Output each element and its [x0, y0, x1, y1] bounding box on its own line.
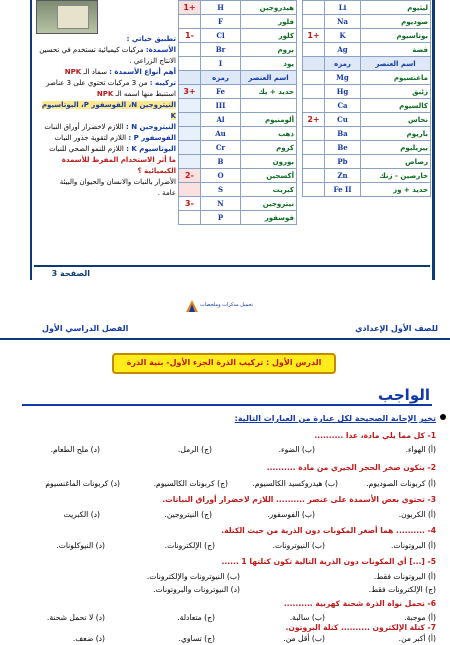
valency-cell	[179, 15, 201, 29]
table-row	[303, 29, 431, 43]
valency-cell	[179, 43, 201, 57]
types-label: أهم أنواع الأسمدة :	[109, 68, 176, 76]
question-3-option-b: (ب) الفوسفور.	[267, 510, 315, 519]
table-row	[303, 127, 431, 141]
element-name: بروم	[241, 43, 297, 57]
fertilizer-bottle-image	[36, 0, 98, 34]
element-name: فوسفور	[241, 211, 297, 225]
table-row	[303, 43, 431, 57]
element-name: نيتروجين	[241, 197, 297, 211]
element-symbol: Cl	[201, 29, 241, 43]
table-row	[179, 43, 297, 57]
table-row	[179, 99, 297, 113]
question-5-option-d: (د) النيوترونات والبروتونات.	[153, 585, 240, 594]
question-3-option-a: (أ) الكربون.	[398, 510, 436, 519]
element-name: خارصين - زنك	[361, 169, 431, 183]
homework-divider	[22, 404, 432, 406]
nitrogen-label: النيتروجين N :	[125, 123, 176, 131]
notes-heading: تطبيق حياتي :	[126, 35, 176, 43]
table-row	[303, 183, 431, 197]
table-row	[179, 85, 297, 99]
question-3-option-c: (ج) النيتروجين.	[164, 510, 212, 519]
question-7-option-c: (ج) تساوي.	[178, 634, 215, 643]
element-name: بيريليوم	[361, 141, 431, 155]
question-4-option-d: (د) النيوكلونات.	[56, 541, 105, 550]
types-text: سماد الـ	[83, 68, 107, 76]
element-symbol: Be	[325, 141, 361, 155]
fertilizer-notes	[36, 34, 176, 199]
valency-cell: 1+	[179, 1, 201, 15]
term-label: الفصل الدراسي الأول	[42, 324, 129, 333]
element-symbol: S	[201, 183, 241, 197]
element-symbol: I	[201, 57, 241, 71]
element-symbol: Fe II	[325, 183, 361, 197]
element-symbol: Zn	[325, 169, 361, 183]
question-7-option-b: (ب) أقل من.	[283, 634, 325, 643]
potassium-role: اللازم للنمو الصحي للنبات	[49, 145, 124, 153]
phosphorus-role: اللازم لتقوية جذور النبات	[54, 134, 127, 142]
page-footer	[34, 265, 430, 281]
element-symbol: Cu	[325, 113, 361, 127]
logo-icon	[186, 300, 198, 312]
element-name: أكسجين	[241, 169, 297, 183]
question-5-stem: 5- [...] أي المكونات دون الذرية التالية تكون كتلتها 1 ......	[221, 557, 436, 566]
element-symbol: Li	[325, 1, 361, 15]
bullet-icon	[440, 414, 446, 420]
question-6-stem: 6- تحمل نواة الذرة شحنة كهربية ..........	[283, 599, 436, 608]
question-3-option-d: (د) الكبريت	[63, 510, 100, 519]
header-name: اسم العنصر	[241, 71, 297, 85]
table-row	[179, 211, 297, 225]
question-4-option-b: (ب) النيوترونات.	[272, 541, 325, 550]
npk-label: NPK	[64, 68, 82, 76]
element-symbol: B	[201, 155, 241, 169]
valency-cell	[179, 57, 201, 71]
element-name: ليثيوم	[361, 1, 431, 15]
table-row	[179, 141, 297, 155]
valency-cell: 2+	[303, 113, 325, 127]
element-symbol: Au	[201, 127, 241, 141]
overuse-answer: الأضرار بالنبات والانسان والحيوان والبيئة	[59, 178, 176, 186]
question-6-option-a: (أ) موجبة.	[404, 613, 436, 622]
table-header-row	[303, 57, 431, 71]
potassium-label: البوتاسيوم K :	[126, 145, 176, 153]
element-name: رصاص	[361, 155, 431, 169]
question-6-option-c: (ج) متعادلة.	[177, 613, 215, 622]
element-symbol: F	[201, 15, 241, 29]
question-1-option-c: (ج) الرمل.	[177, 445, 212, 454]
element-name: زئبق	[361, 85, 431, 99]
npk-elements: النيتروجين N، الفوسفور P، البوتاسيوم K	[41, 101, 176, 120]
question-6-option-d: (د) لا تحمل شحنة.	[46, 613, 105, 622]
fertilizer-definition-cont: الانتاج الزراعي .	[129, 57, 176, 65]
element-name: نحاس	[361, 113, 431, 127]
table-row	[179, 127, 297, 141]
valency-cell: 1+	[303, 29, 325, 43]
logo-text: تحميل مذكرات وملخصات	[200, 302, 254, 308]
question-4-option-a: (أ) البروتونات.	[390, 541, 436, 550]
element-name: فضة	[361, 43, 431, 57]
header-name: اسم العنصر	[361, 57, 431, 71]
bottle-label	[57, 5, 89, 29]
element-symbol: H	[201, 1, 241, 15]
question-1-option-d: (د) ملح الطعام.	[50, 445, 100, 454]
element-name: بوتاسيوم	[361, 29, 431, 43]
header-symbol: رمزه	[201, 71, 241, 85]
element-symbol: O	[201, 169, 241, 183]
fertilizer-label: الأسمدة:	[145, 46, 176, 54]
table-row	[179, 113, 297, 127]
table-row	[179, 57, 297, 71]
table-row	[179, 197, 297, 211]
element-symbol: Cr	[201, 141, 241, 155]
overuse-answer-cont: عامة .	[157, 189, 176, 197]
question-2-option-c: (ج) كربونات الكالسيوم.	[153, 479, 228, 488]
question-3-stem: 3- تحتوي بعض الأسمدة على عنصر .......... اللازم لاخضرار أوراق النباتات.	[162, 495, 436, 504]
element-symbol: Pb	[325, 155, 361, 169]
element-symbol: Hg	[325, 85, 361, 99]
question-2-option-a: (أ) كربونات الصوديوم.	[366, 479, 436, 488]
question-2-option-d: (د) كربونات الماغنسيوم	[45, 479, 120, 488]
homework-title: الواجب	[377, 386, 430, 404]
table-row	[179, 15, 297, 29]
element-name: فلور	[241, 15, 297, 29]
element-name: بورون	[241, 155, 297, 169]
element-name: ألومنيوم	[241, 113, 297, 127]
question-4-stem: 4- .......... هما أصغر المكونات دون الذرية من حيث الكتلة.	[221, 526, 436, 535]
element-name: باريوم	[361, 127, 431, 141]
table-row	[303, 15, 431, 29]
table-row	[303, 141, 431, 155]
element-name: ماغنسيوم	[361, 71, 431, 85]
nitrogen-role: اللازم لاخضرار أوراق النبات	[44, 123, 124, 131]
section-instructions: تخير الإجابة الصحيحة لكل عبارة من العبارات التالية:	[234, 414, 436, 423]
page-frame-left	[30, 0, 32, 280]
table-row	[179, 169, 297, 183]
table-row	[303, 155, 431, 169]
valency-cell: 3-	[179, 197, 201, 211]
question-7-stem: 7- كتلة الإلكترون .......... كتلة البروتون.	[285, 623, 436, 632]
table-row	[179, 155, 297, 169]
question-5-option-c: (ج) الإلكترونات فقط.	[368, 585, 436, 594]
question-1-stem: 1- كل مما يلي مادة، عدا ..........	[314, 431, 436, 440]
page-header	[0, 322, 450, 340]
element-name: ذهب	[241, 127, 297, 141]
question-2-option-b: (ب) هيدروكسيد الكالسيوم.	[252, 479, 338, 488]
table-header-row	[179, 71, 297, 85]
npk-derivation-text: استنبط منها اسمه الـ	[115, 90, 176, 98]
page-frame-right	[432, 0, 435, 280]
element-symbol: Mg	[325, 71, 361, 85]
element-symbol: Fe	[201, 85, 241, 99]
element-name: صوديوم	[361, 15, 431, 29]
element-name: كالسيوم	[361, 99, 431, 113]
question-2-stem: 2- يتكون صخر الحجر الجيري من مادة ..........	[266, 463, 436, 472]
element-symbol: Br	[201, 43, 241, 57]
element-name: يود	[241, 57, 297, 71]
element-symbol: III	[201, 99, 241, 113]
element-name: حديد + وز	[361, 183, 431, 197]
question-5-option-a: (أ) البروتونات فقط.	[373, 572, 436, 581]
table-row	[303, 169, 431, 183]
site-logo	[186, 300, 266, 314]
element-name: هيدروجين	[241, 1, 297, 15]
question-1-option-a: (أ) الهواء.	[405, 445, 436, 454]
table-row	[179, 1, 297, 15]
lesson-title-bar: الدرس الأول : تركيب الذرة الجزء الأول- بنية الذرة	[112, 353, 336, 374]
element-symbol: Al	[201, 113, 241, 127]
element-symbol: Ba	[325, 127, 361, 141]
question-5-option-b: (ب) النيوترونات والإلكترونات.	[146, 572, 240, 581]
header-symbol: رمزه	[325, 57, 361, 71]
element-symbol: Na	[325, 15, 361, 29]
question-4-option-c: (ج) الإلكترونات.	[164, 541, 215, 550]
table-row	[303, 71, 431, 85]
element-symbol: K	[325, 29, 361, 43]
table-row	[303, 99, 431, 113]
question-7-option-d: (د) ضعف.	[72, 634, 105, 643]
phosphorus-label: الفوسفور P :	[128, 134, 176, 142]
grade-label: للصف الأول الإعدادي	[355, 324, 438, 333]
table-row	[303, 1, 431, 15]
valency-table-left	[178, 0, 297, 225]
element-name: كبريت	[241, 183, 297, 197]
question-7-option-a: (أ) أكبر من.	[398, 634, 436, 643]
element-symbol: Ca	[325, 99, 361, 113]
question-1-option-b: (ب) الضوء.	[278, 445, 315, 454]
element-name	[241, 99, 297, 113]
top-page	[30, 0, 435, 285]
fertilizer-definition: مركبات كيميائية تستخدم في تحسين	[39, 46, 144, 54]
overuse-question: ما أثر الاستخدام المفرط للأسمدة الكيميائية ؟	[61, 156, 176, 175]
element-name: كروم	[241, 141, 297, 155]
table-row	[303, 85, 431, 99]
valency-table-right	[302, 0, 431, 197]
valency-cell: 3+	[179, 85, 201, 99]
table-row	[303, 113, 431, 127]
element-symbol: N	[201, 197, 241, 211]
composition-label: تركيبه :	[149, 79, 176, 87]
npk-label-2: NPK	[96, 90, 114, 98]
page-number: الصفحة 3	[51, 269, 90, 278]
composition-text: من 3 مركبات تحتوي على 3 عناصر	[46, 79, 148, 87]
element-name: حديد + يك	[241, 85, 297, 99]
table-row	[179, 183, 297, 197]
question-6-option-b: (ب) سالبة.	[289, 613, 325, 622]
valency-cell: 2-	[179, 169, 201, 183]
element-symbol: Ag	[325, 43, 361, 57]
element-name: كلور	[241, 29, 297, 43]
valency-cell: 1-	[179, 29, 201, 43]
table-row	[179, 29, 297, 43]
element-symbol: P	[201, 211, 241, 225]
